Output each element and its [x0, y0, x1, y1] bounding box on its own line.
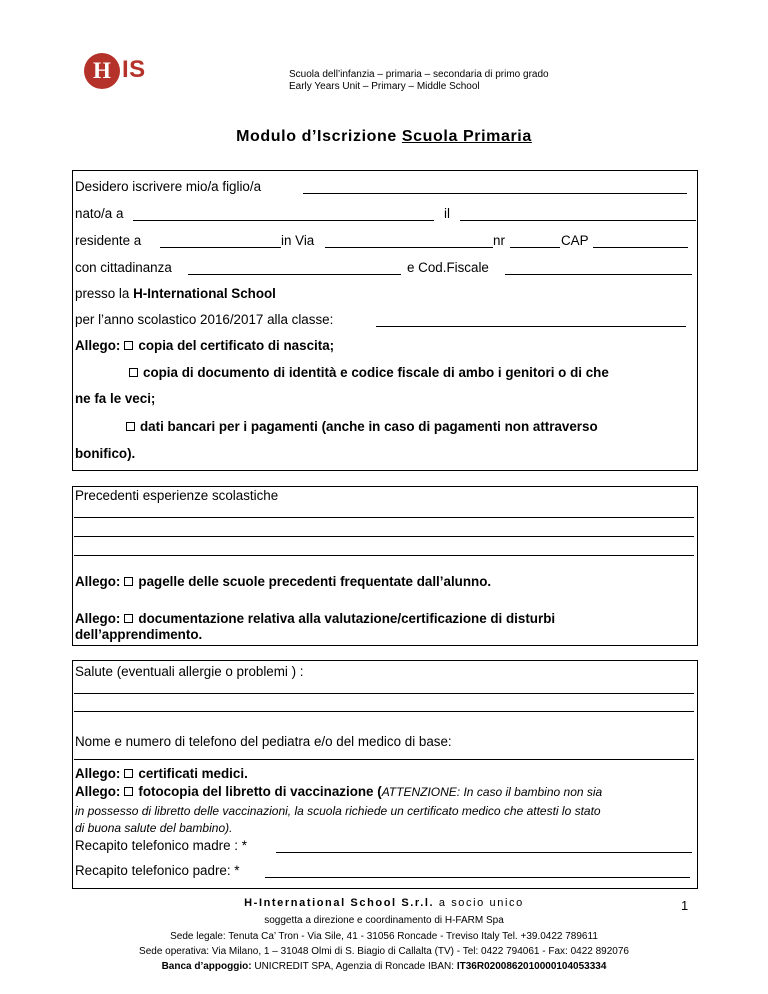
footer-line-4: Sede operativa: Via Milano, 1 – 31048 Olmi di S. Biagio di Callalta (TV) - Tel: 0422 794061 - Fax: 0422 892076: [139, 946, 629, 957]
bank-details-label: dati bancari per i pagamenti (anche in caso di pagamenti non attraverso: [140, 419, 598, 434]
page-number: 1: [681, 898, 689, 913]
citizenship-label: con cittadinanza: [75, 260, 172, 275]
checkbox-id-documents[interactable]: [129, 368, 138, 377]
allego-label: Allego:: [75, 784, 121, 799]
attachment-vaccination: [75, 784, 602, 800]
attention-note: In caso il bambino non sia: [460, 785, 603, 799]
checkbox-vaccination-booklet[interactable]: [124, 787, 133, 796]
bank-text: UNICREDIT SPA, Agenzia di Roncade IBAN:: [251, 961, 457, 972]
previous-experience-title: Precedenti esperienze scolastiche: [75, 488, 279, 503]
checkbox-report-cards[interactable]: [124, 577, 133, 586]
allego-label: Allego:: [75, 574, 121, 589]
logo-is-text: IS: [122, 56, 146, 83]
attachment-2-cont: ne fa le veci;: [75, 391, 156, 406]
school-name: H-International School: [133, 286, 276, 301]
tax-code-label: e Cod.Fiscale: [407, 260, 489, 275]
attachment-learning-disorders: [75, 611, 555, 627]
attachment-3: [122, 419, 598, 435]
learning-disorders-label: documentazione relativa alla valutazione/certificazione di disturbi: [138, 611, 556, 626]
footer-company-name: H-International School S.r.l.: [244, 897, 435, 909]
experience-line-2[interactable]: [74, 536, 694, 537]
cap-field[interactable]: [593, 247, 688, 248]
mother-phone-label: Recapito telefonico madre : *: [75, 838, 247, 853]
school-prefix: presso la: [75, 286, 134, 301]
health-line-2[interactable]: [74, 711, 694, 712]
number-label: nr: [493, 233, 505, 248]
footer-line-3: Sede legale: Tenuta Ca’ Tron - Via Sile, 41 - 31056 Roncade - Treviso Italy Tel. +39.0422 789611: [170, 931, 598, 942]
tax-code-field[interactable]: [505, 274, 692, 275]
attachment-learning-disorders-cont: dell’apprendimento.: [75, 627, 203, 642]
enroll-child-label: Desidero iscrivere mio/a figlio/a: [75, 179, 262, 194]
allego-label: Allego:: [75, 766, 121, 781]
experience-line-3[interactable]: [74, 555, 694, 556]
father-phone-label: Recapito telefonico padre: *: [75, 863, 240, 878]
checkbox-bank-details[interactable]: [126, 422, 135, 431]
health-line-1[interactable]: [74, 693, 694, 694]
school-year-label: per l’anno scolastico 2016/2017 alla classe:: [75, 312, 334, 327]
school-levels-it: Scuola dell’infanzia – primaria – secondaria di primo grado: [289, 69, 549, 80]
street-field[interactable]: [325, 247, 493, 248]
cap-label: CAP: [561, 233, 589, 248]
street-label: in Via: [281, 233, 315, 248]
attachment-report-cards: [75, 574, 491, 590]
birthdate-field[interactable]: [460, 220, 696, 221]
father-phone-field[interactable]: [265, 877, 690, 878]
page-title: [0, 128, 768, 146]
birth-certificate-label: copia del certificato di nascita;: [138, 338, 335, 353]
footer-company-type: a socio unico: [434, 897, 524, 909]
allego-label: Allego:: [75, 611, 121, 626]
footer-bank: [0, 961, 768, 972]
report-cards-label: pagelle delle scuole precedenti frequentate dall’alunno.: [138, 574, 492, 589]
footer-company: [0, 897, 768, 909]
title-prefix: Modulo d’Iscrizione: [236, 128, 402, 145]
birthplace-label: nato/a a: [75, 206, 124, 221]
attachment-3-cont: bonifico).: [75, 446, 136, 461]
birthplace-field[interactable]: [133, 220, 434, 221]
mother-phone-field[interactable]: [276, 852, 692, 853]
checkbox-medical-certificates[interactable]: [124, 769, 133, 778]
iban: IT36R0200862010000104053334: [456, 961, 607, 972]
bank-label: Banca d’appoggio:: [161, 961, 252, 972]
citizenship-field[interactable]: [188, 274, 401, 275]
child-name-field[interactable]: [303, 193, 687, 194]
pediatrician-label: Nome e numero di telefono del pediatra e/o del medico di base:: [75, 734, 452, 749]
birthdate-label: il: [444, 206, 450, 221]
attachment-1: [75, 338, 334, 354]
pediatrician-field[interactable]: [74, 759, 694, 760]
school-line: [75, 286, 276, 302]
attachment-2: [125, 365, 609, 381]
attachment-medical: [75, 766, 248, 782]
experience-line-1[interactable]: [74, 517, 694, 518]
residence-field[interactable]: [160, 247, 281, 248]
title-underlined: Scuola Primaria: [401, 128, 532, 145]
checkbox-learning-disorders[interactable]: [124, 614, 133, 623]
id-documents-label: copia di documento di identità e codice fiscale di ambo i genitori o di che: [143, 365, 609, 380]
attention-label: ATTENZIONE:: [381, 785, 461, 799]
checkbox-birth-certificate[interactable]: [124, 341, 133, 350]
health-title: Salute (eventuali allergie o problemi ) :: [75, 664, 304, 679]
vaccination-note-line-2: in possesso di libretto delle vaccinazioni, la scuola richiede un certificato medico che attesti lo stato: [75, 804, 601, 818]
number-field[interactable]: [510, 247, 560, 248]
vaccination-label: fotocopia del libretto di vaccinazione (: [138, 784, 382, 799]
school-levels-en: Early Years Unit – Primary – Middle School: [289, 81, 480, 92]
residence-label: residente a: [75, 233, 142, 248]
allego-label: Allego:: [75, 338, 121, 353]
medical-certificates-label: certificati medici.: [138, 766, 248, 781]
logo-h-circle: H: [84, 53, 120, 89]
vaccination-note-line-3: di buona salute del bambino).: [75, 821, 233, 835]
class-field[interactable]: [376, 326, 686, 327]
footer-line-2: soggetta a direzione e coordinamento di H-FARM Spa: [264, 915, 504, 926]
